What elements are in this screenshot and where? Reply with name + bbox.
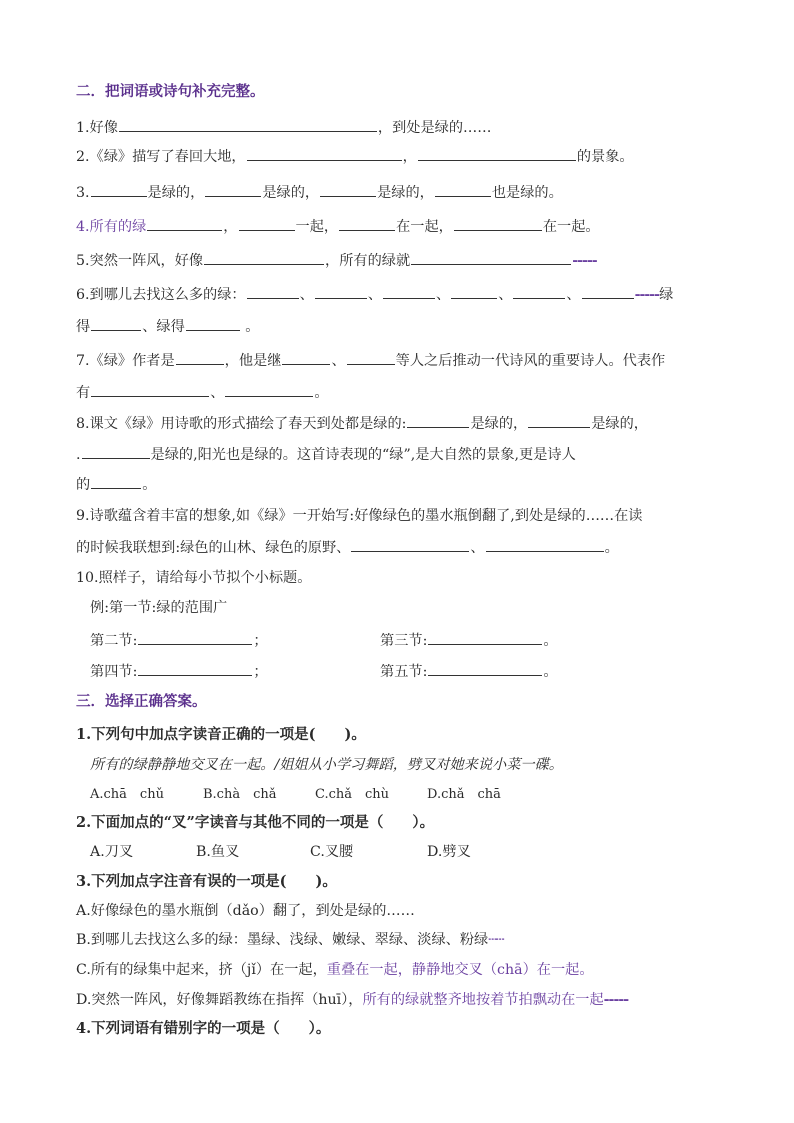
section-3-title: 三．选择正确答案。 [76,693,207,710]
q-text: 的时候我联想到:绿色的山林、绿色的原野、 [76,540,351,556]
question-3-4-stem: 4.下列词语有错别字的一项是（ ）。 [76,1020,331,1037]
dash-mark: ----- [603,992,629,1008]
question-3-3-option-d[interactable] [76,990,628,1010]
option-b[interactable]: B.鱼叉 [196,844,240,860]
answer-blank[interactable] [407,413,469,428]
q-text: ，他是继 [224,353,282,369]
q-text: B.到哪儿去找这么多的绿：墨绿、浅绿、嫩绿、翠绿、淡绿、粉绿 [76,932,489,948]
answer-blank[interactable] [513,284,565,299]
answer-blank[interactable] [582,284,634,299]
answer-blank[interactable] [247,146,402,161]
answer-blank[interactable] [339,216,395,231]
q-text: ，所有的绿就 [325,253,411,269]
answer-blank[interactable] [205,182,261,197]
question-3-2-options [90,842,471,862]
answer-blank[interactable] [91,382,209,397]
answer-blank[interactable] [347,350,395,365]
section-5-title-line [380,661,558,682]
answer-blank[interactable] [454,216,542,231]
q-text: 得 [76,319,91,335]
q-text: 一起， [295,219,339,235]
option-a[interactable]: A.chā chǔ [90,787,164,802]
question-2-9 [76,506,642,526]
question-2-5 [76,250,597,271]
q-text: 。 [142,477,157,493]
question-2-8 [76,413,648,434]
q-text: 、 [566,287,581,303]
answer-blank[interactable] [320,182,376,197]
q-text: 。 [604,540,619,556]
q-text: 、 [436,287,451,303]
answer-blank[interactable] [247,284,299,299]
question-3-1-options [90,785,501,805]
answer-blank[interactable] [138,630,252,645]
question-2-6-cont [76,316,260,337]
answer-blank[interactable] [239,216,295,231]
q-text: 、绿得 [142,319,185,335]
q-text: 、 [331,353,346,369]
q-text: 。 [245,319,260,335]
q-text: 的 [76,477,91,493]
q-text: 是绿的， [147,185,205,201]
q-text: 9.诗歌蕴含着丰富的想象,如《绿》一开始写:好像绿色的墨水瓶倒翻了,到处是绿的……在读 [76,508,643,524]
q-text: 是绿的， [591,416,648,432]
q-text: 3. [76,185,90,201]
q-text: 所有的绿就整齐地按着节拍飘动在一起 [362,992,604,1008]
question-2-1 [76,117,491,138]
q-text: ， [223,219,238,235]
q-text: 6.到哪儿去找这么多的绿： [76,287,246,303]
q-text: 等人之后推动一代诗风的重要诗人。代表作 [395,353,666,369]
q-text: 在一起， [396,219,453,235]
q-text: 、 [367,287,383,303]
answer-blank[interactable] [435,182,491,197]
q-text: 。 [314,385,329,401]
q-text: 是绿的， [377,185,434,201]
q-text: 7.《绿》作者是 [76,353,175,369]
q-text: 的景象。 [576,149,634,165]
question-2-2 [76,146,634,167]
q-text: . [76,447,81,463]
section-2-title-line [90,630,268,651]
q-text: 第三节: [380,633,428,649]
answer-blank[interactable] [91,316,141,331]
answer-blank[interactable] [91,474,141,489]
question-3-3-option-b[interactable] [76,930,503,950]
q-text: 重叠在一起，静静地交叉（chā）在一起。 [326,962,594,978]
question-2-7-cont [76,382,329,403]
question-3-1-sentence: 所有的绿静静地交叉在一起。/姐姐从小学习舞蹈，劈叉对她来说小菜一碟。 [90,757,563,773]
question-3-2-stem: 2.下面加点的“叉”字读音与其他不同的一项是（ ）。 [76,814,435,831]
answer-blank[interactable] [176,350,224,365]
question-2-9-cont [76,537,619,558]
section-2-title: 二．把词语或诗句补充完整。 [76,83,265,100]
question-2-3 [76,182,563,203]
q-text: 8.课文《绿》用诗歌的形式描绘了春天到处都是绿的: [76,416,407,432]
q-text: 是绿的,阳光也是绿的。这首诗表现的“绿”,是大自然的景象,更是诗人 [150,447,576,463]
q-text: 是绿的， [470,416,528,432]
q-text: 、 [210,385,225,401]
question-3-3-option-c[interactable] [76,960,594,980]
question-2-8-cont2 [76,474,156,495]
answer-blank[interactable] [147,216,222,231]
q-text: 。 [543,633,558,649]
question-2-4 [76,216,600,237]
question-3-1-stem: 1.下列句中加点字读音正确的一项是( )。 [76,726,366,743]
answer-blank[interactable] [418,146,576,161]
q-text: 、 [498,287,513,303]
q-text: 第四节: [90,664,138,680]
option-c[interactable]: C.叉腰 [310,844,354,860]
q-number: 4.所有的绿 [76,219,147,235]
q-text: 2.《绿》描写了春回大地， [76,149,246,165]
q-text: 是绿的， [262,185,320,201]
answer-blank[interactable] [119,117,377,132]
q-text: D.突然一阵风，好像舞蹈教练在指挥（huī）， [76,992,363,1008]
question-2-6 [76,284,673,305]
dash-mark: ----- [572,253,597,269]
q-text: 绿 [659,287,674,303]
answer-blank[interactable] [204,250,324,265]
q-text: ， [402,149,417,165]
question-2-8-cont [76,444,576,465]
question-3-3-option-a[interactable]: A.好像绿色的墨水瓶倒（dǎo）翻了，到处是绿的…… [76,903,415,919]
section-3-title-line [380,630,558,651]
option-d[interactable]: D.chǎ chā [427,787,501,802]
q-text: 5.突然一阵风，好像 [76,253,204,269]
q-text: 也是绿的。 [491,185,563,201]
question-2-10: 10.照样子，请给每小节拟个小标题。 [76,570,312,586]
option-d[interactable]: D.劈叉 [427,844,471,860]
answer-blank[interactable] [282,350,330,365]
answer-blank[interactable] [186,316,240,331]
answer-blank[interactable] [428,661,542,676]
q-text: 第二节: [90,633,138,649]
answer-blank[interactable] [528,413,590,428]
q-text: 、 [470,540,485,556]
q-text: 、 [299,287,314,303]
dash-mark: ┄┄ [488,932,504,948]
section-4-title-line [90,661,268,682]
answer-blank[interactable] [411,250,571,265]
dash-mark: ----- [634,287,660,303]
answer-blank[interactable] [225,382,313,397]
q-text: ； [253,664,268,680]
example-line: 例:第一节:绿的范围广 [90,600,228,616]
answer-blank[interactable] [91,182,147,197]
q-text: ，到处是绿的…… [377,120,492,136]
answer-blank[interactable] [138,661,252,676]
q-text: 1.好像 [76,120,118,136]
answer-blank[interactable] [486,537,604,552]
answer-blank[interactable] [451,284,497,299]
q-text: 有 [76,385,91,401]
answer-blank[interactable] [315,284,367,299]
question-3-3-stem: 3.下列加点字注音有误的一项是( )。 [76,873,337,890]
answer-blank[interactable] [351,537,469,552]
q-text: 第五节: [380,664,428,680]
option-b[interactable]: B.chà chǎ [203,787,277,802]
answer-blank[interactable] [428,630,542,645]
question-2-7 [76,350,665,371]
q-text: 在一起。 [542,219,600,235]
answer-blank[interactable] [82,444,150,459]
q-text: C.所有的绿集中起来，挤（jǐ）在一起， [76,962,327,978]
answer-blank[interactable] [383,284,435,299]
option-a[interactable]: A.刀叉 [90,844,134,860]
q-text: 。 [543,664,558,680]
option-c[interactable]: C.chǎ chù [315,787,390,802]
q-text: ； [253,633,268,649]
